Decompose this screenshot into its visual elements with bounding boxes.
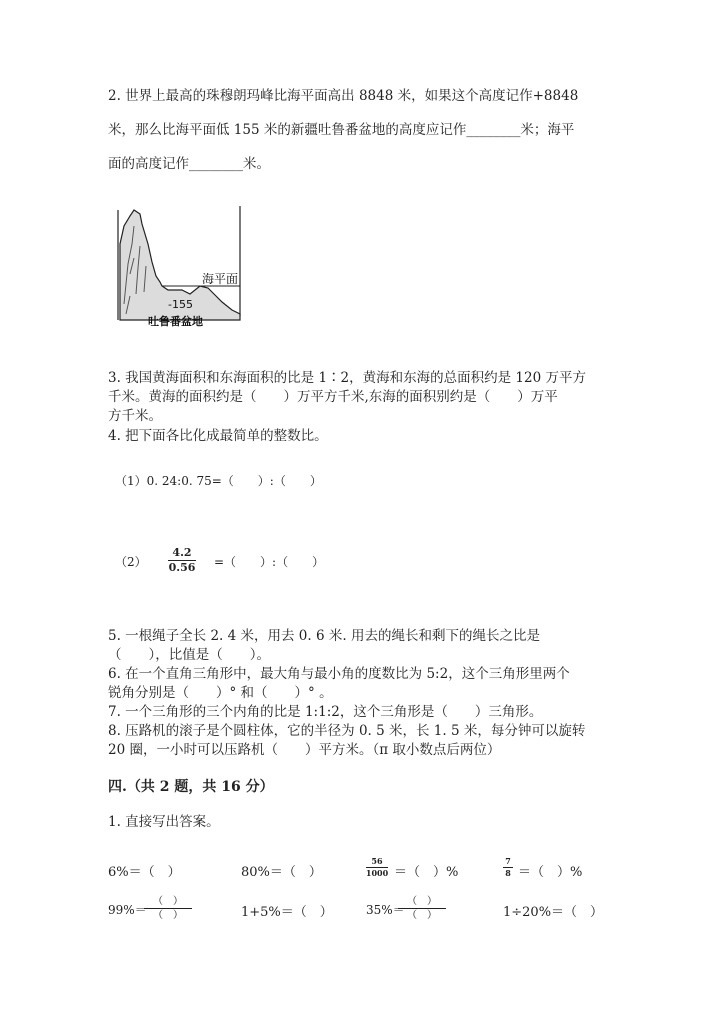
q6-line-2: 锐角分别是（ ）° 和（ ）° 。 [108, 685, 333, 701]
sea-level-label: 海平面 [202, 272, 239, 286]
fraction-numerator: （ ） [407, 896, 437, 907]
row1-item-d-fraction [503, 857, 513, 878]
q4-part-2-fraction [168, 547, 196, 574]
q3-line-3: 方千米。 [108, 408, 162, 424]
mountain-basin-figure [112, 204, 248, 328]
q2-line-1: 2. 世界上最高的珠穆朗玛峰比海平面高出 8848 米，如果这个高度记作+8848 [108, 88, 579, 104]
row2-item-c: 35%＝ [366, 903, 405, 917]
q4-part-2-label: （2） [115, 555, 147, 569]
row2-item-c-fraction [398, 896, 446, 921]
section-4-q1-title: 1. 直接写出答案。 [108, 814, 220, 830]
fraction-denominator: （ ） [407, 910, 437, 921]
basin-label: 吐鲁番盆地 [148, 315, 203, 328]
row1-item-c-fraction [366, 857, 388, 878]
row2-item-d: 1÷20%＝（ ） [503, 905, 604, 920]
fraction-numerator: 56 [371, 856, 383, 866]
depth-label: -155 [168, 298, 193, 311]
q2-line-3: 面的高度记作________米。 [108, 156, 270, 172]
q4-title: 4. 把下面各比化成最简单的整数比。 [108, 428, 328, 444]
fraction-denominator: （ ） [153, 910, 183, 921]
fraction-numerator: 4.2 [172, 546, 192, 559]
row2-item-a: 99%＝ [108, 903, 147, 917]
q3-line-2: 千米。黄海的面积约是（ ）万平方千米,东海的面积别约是（ ）万平 [108, 389, 558, 405]
fraction-denominator: 1000 [365, 868, 389, 878]
q8-line-2: 20 圈，一小时可以压路机（ ）平方米。（π 取小数点后两位） [108, 742, 501, 758]
fraction-numerator: （ ） [153, 896, 183, 907]
q4-part-1: （1）0. 24:0. 75=（ ）:（ ） [115, 474, 322, 488]
row1-item-b: 80%＝（ ） [241, 865, 322, 880]
row2-item-b: 1+5%＝（ ） [241, 905, 333, 920]
q5-line-1: 5. 一根绳子全长 2. 4 米，用去 0. 6 米. 用去的绳长和剩下的绳长之比是 [108, 628, 540, 644]
row1-item-d-tail: ＝（ ）% [518, 865, 583, 880]
fraction-denominator: 0.56 [168, 561, 196, 574]
q7-line-1: 7. 一个三角形的三个内角的比是 1:1:2，这个三角形是（ ）三角形。 [108, 704, 543, 720]
q8-line-1: 8. 压路机的滚子是个圆柱体，它的半径为 0. 5 米，长 1. 5 米，每分钟可以旋转 [108, 723, 586, 739]
row1-item-c-tail: ＝（ ）% [394, 865, 459, 880]
q3-line-1: 3. 我国黄海面积和东海面积的比是 1∶2，黄海和东海的总面积约是 120 万平方 [108, 370, 586, 386]
row1-item-a: 6%＝（ ） [108, 865, 181, 880]
q2-line-2: 米，那么比海平面低 155 米的新疆吐鲁番盆地的高度应记作________米；海平 [108, 122, 575, 138]
q6-line-1: 6. 在一个直角三角形中，最大角与最小角的度数比为 5:2，这个三角形里两个 [108, 666, 570, 682]
fraction-denominator: 8 [505, 868, 511, 878]
q5-line-2: （ ），比值是（ ）。 [108, 647, 270, 663]
q4-part-2-tail: =（ ）:（ ） [214, 555, 325, 569]
section-4-heading: 四.（共 2 题，共 16 分） [108, 779, 274, 795]
fraction-bar [398, 908, 446, 909]
fraction-numerator: 7 [505, 856, 511, 866]
fraction-bar [144, 908, 192, 909]
row2-item-a-fraction [144, 896, 192, 921]
